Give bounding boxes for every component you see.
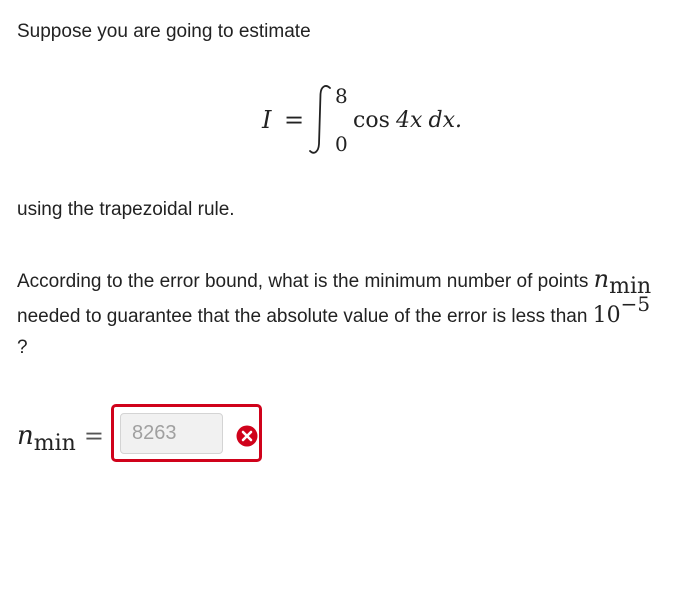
error-x-icon xyxy=(236,425,258,447)
integrand-differential: dx. xyxy=(428,108,462,133)
integrand-function: cos xyxy=(353,108,390,133)
question-n-symbol: n xyxy=(593,265,610,293)
answer-equals: = xyxy=(83,422,104,450)
answer-n-symbol: n xyxy=(17,421,34,451)
method-text: using the trapezoidal rule. xyxy=(17,199,235,220)
intro-text: Suppose you are going to estimate xyxy=(17,21,311,42)
tolerance-base: 10 xyxy=(592,303,621,328)
answer-n-subscript: min xyxy=(33,431,76,456)
integrand-argument: 4x xyxy=(395,108,423,133)
integral-sign-icon xyxy=(308,84,334,156)
question-text-part-1: According to the error bound, what is the minimum number of points xyxy=(17,271,594,292)
question-end: ? xyxy=(17,337,28,358)
integral-lower-limit: 0 xyxy=(335,132,348,156)
integral-lhs: I xyxy=(262,106,272,134)
integral-upper-limit: 8 xyxy=(335,84,348,108)
question-text-part-2: needed to guarantee that the absolute value of the error is less than xyxy=(17,306,593,327)
question-n-subscript: min xyxy=(609,274,652,299)
answer-field-container xyxy=(111,404,262,462)
integral-equals: = xyxy=(284,106,305,134)
question-line-2 xyxy=(17,292,651,334)
answer-input[interactable] xyxy=(120,413,223,454)
question-line-1 xyxy=(17,262,651,299)
answer-label xyxy=(17,421,104,456)
tolerance-exponent: −5 xyxy=(620,292,651,316)
integral-formula xyxy=(262,80,502,160)
integrand xyxy=(353,107,462,133)
